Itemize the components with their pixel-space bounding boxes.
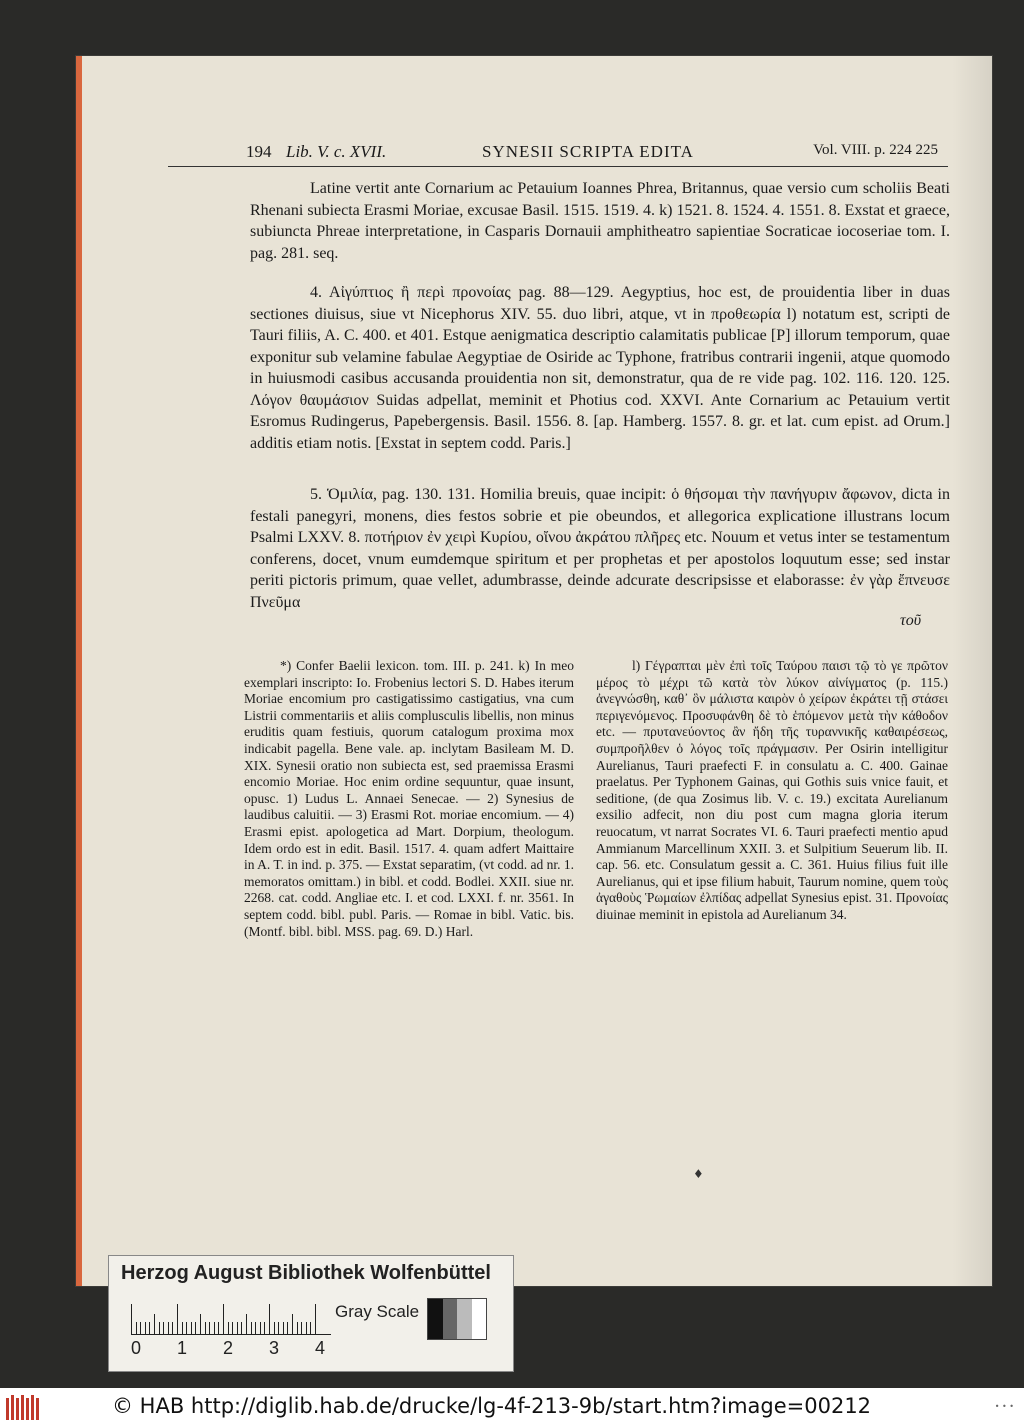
hab-logo-icon <box>4 1392 44 1424</box>
ruler-tick <box>297 1322 298 1334</box>
ornament-mark: ♦ <box>693 1167 704 1181</box>
footnote-text-right: l) Γέγραπται μὲν ἐπὶ τοῖς Ταύρου παισι τῷ τὸ γε πρῶτον μέρος τὸ μέχρι τῶ κατὰ τὸν λύκον αἰνίγματος (p. 115.) ἀνεγνώσθη, καθ᾽ ὃν μάλιστα καιρὸν ὁ χείρων ἐκράτει τῇ στάσει περιγενόμενος. Προσυφάνθη δὲ τὸ ἑπόμενον μετὰ τὴν κάθοδον etc. — πρυτανεύοντος ἂν ἤδη τῆς τυραννικῆς καθαιρέσεως, συμπροῆλθεν ὁ λόγος τοῖς πράγμασιν. Per Osirin intelligitur Aurelianus, Tauri praefecti F. in consulatu a. C. 400. Gainae praelatus. Per Typhonem Gainas, qui Gothis suis vnice fauit, et seditione, (de qua Zosimus lib. V. c. 19.) excitata Aurelianum exsilio adfecit, non diu post cum magna gloria iterum reuocatum, vt narrat Socrates VI. 6. Tauri praefecti mentio apud Ammianum Marcellinum XXII. 3. et Sulpitium Seuerum lib. II. cap. 56. etc. Consulatum gessit a. C. 361. Huius filius fuit ille Aurelianus, qui et ipse filium habuit, Taurum nomine, quem τοὺς ἀγαθοὺς Ῥωμαίων ἐλπίδας adpellat Synesius epist. 31. Προνοίας diuinae meminit in epistola ad Aurelianum 34. <box>596 658 948 922</box>
ruler-tick <box>163 1322 164 1334</box>
ruler-tick <box>260 1322 261 1334</box>
ruler-tick <box>145 1322 146 1334</box>
ruler-tick <box>251 1322 252 1334</box>
ruler-number: 3 <box>269 1338 280 1358</box>
gray-scale-swatch <box>427 1298 487 1340</box>
ruler-tick <box>172 1322 173 1334</box>
library-name: Herzog August Bibliothek Wolfenbüttel <box>121 1262 491 1284</box>
ruler-tick <box>237 1322 238 1334</box>
ruler-number: 2 <box>223 1338 234 1358</box>
ruler-tick <box>200 1314 201 1334</box>
ruler-tick <box>269 1304 270 1334</box>
ruler-tick <box>292 1314 293 1334</box>
catchword: τοῦ <box>900 612 922 629</box>
cm-ruler <box>131 1300 331 1335</box>
ruler-tick <box>283 1322 284 1334</box>
ruler-tick <box>214 1322 215 1334</box>
footnote-text-left: *) Confer Baelii lexicon. tom. III. p. 241. k) In meo exemplari inscripto: Io. Frobenius lectori S. D. Habes iterum Moriae encomium pro castigatissimo castigatius, vna cum Listrii commentariis et aliis complusculis libellis, non minus eruditis quam festiuis, quorum catalogum proxima mox indicabit pagella. Bene vale. ap. inclytam Basileam M. D. XIX. Synesii oratio non subiecta est, sed praemissa Erasmi encomio Moriae. Hoc enim ordine sequuntur, quae insunt, opusc. 1) Ludus L. Annaei Senecae. — 2) Synesius de laudibus caluitii. — 3) Erasmi Rot. moriae encomium. — 4) Erasmi epist. apologetica ad Mart. Dorpium, theologum. Idem ordo est in edit. Basil. 1517. 4. quam adfert Maittaire in A. T. in ind. p. 375. — Exstat separatim, (vt codd. ad nr. 1. memoratos omittam.) in bibl. et codd. Bodlei. XXII. siue nr. 2268. cat. codd. Angliae etc. I. et cod. LXXI. f. nr. 3561. In septem codd. bibl. publ. Paris. — Romae in bibl. Vatic. bis. (Montf. bibl. bibl. MSS. pag. 69. D.) Harl. <box>244 658 574 939</box>
running-header <box>168 140 948 167</box>
volume-reference: Vol. VIII. p. 224 225 <box>813 142 938 158</box>
viewer-footer <box>0 1388 1024 1428</box>
ruler-tick <box>191 1322 192 1334</box>
ruler-number: 1 <box>177 1338 188 1358</box>
footnotes-left <box>244 658 574 940</box>
ruler-tick <box>287 1322 288 1334</box>
ruler-tick <box>149 1322 150 1334</box>
source-url: © HAB http://diglib.hab.de/drucke/lg-4f-213-9b/start.htm?image=00212 <box>112 1394 872 1418</box>
footnotes-right <box>596 658 948 924</box>
paragraph-3: 5. Ὁμιλία, pag. 130. 131. Homilia breuis, quae incipit: ὁ θήσομαι τὴν πανήγυριν ἄφωνον, dicta in festali panegyri, monens, dies festos sobrie et pie obeundos, et allegorica explicatione illustrans locum Psalmi LXXV. 8. ποτήριον ἐν χειρὶ Κυρίου, οἴνου ἀκράτου πλῆρες etc. Nouum et vetus inter se testamentum conferens, docet, vnum eumdemque spiritum et per prophetas et per apostolos loquutum esse; sed instar periti pictoris primum, quae vellet, adumbrasse, deinde adcurate descripsisse et elaborasse: ἐν γὰρ ἔπνευσε Πνεῦμα <box>250 486 950 611</box>
ruler-tick <box>209 1322 210 1334</box>
ruler-tick <box>182 1322 183 1334</box>
footer-dots: • • • <box>994 1402 1014 1411</box>
ruler-tick <box>315 1304 316 1334</box>
ruler-tick <box>154 1314 155 1334</box>
ruler-number: 0 <box>131 1338 142 1358</box>
ruler-tick <box>306 1322 307 1334</box>
ruler-tick <box>255 1322 256 1334</box>
ruler-tick <box>246 1314 247 1334</box>
ruler-tick <box>264 1322 265 1334</box>
ruler-tick <box>274 1322 275 1334</box>
gray-scale-label: Gray Scale <box>335 1302 420 1321</box>
ruler-tick <box>228 1322 229 1334</box>
page-shade <box>952 56 992 1286</box>
ruler-number: 4 <box>315 1338 326 1358</box>
ruler-tick <box>278 1322 279 1334</box>
ruler-tick <box>241 1322 242 1334</box>
page-number: 194 <box>246 142 272 161</box>
ruler-tick <box>310 1322 311 1334</box>
ruler-tick <box>177 1304 178 1334</box>
ruler-tick <box>301 1322 302 1334</box>
ruler-tick <box>131 1304 132 1334</box>
library-scale-card <box>108 1255 514 1372</box>
ruler-tick <box>218 1322 219 1334</box>
ruler-tick <box>232 1322 233 1334</box>
running-title: SYNESII SCRIPTA EDITA <box>482 142 694 161</box>
ruler-tick <box>223 1304 224 1334</box>
ruler-tick <box>159 1322 160 1334</box>
paragraph-2: 4. Αἰγύπτιος ἢ περὶ προνοίας pag. 88—129. Aegyptius, hoc est, de prouidentia liber in duas sectiones diuisus, siue vt Nicephorus XIV. 55. duo libri, atque, vt in προθεωρία l) notatum est, scripti de Tauri filiis, A. C. 400. et 401. Estque aenigmatica descriptio calamitatis publicae [P] illorum temporum, quae exponitur sub velamine fabulae Aegyptiae de Osiride ac Typhone, fratribus contrarii ingenii, atque quomodo in huiusmodi casibus accusanda prouidentia non sit, demonstratur, qua de re vide pag. 102. 116. 120. 125. Λόγον θαυμάσιον Suidas adpellat, meminit et Photius cod. XXVI. Ante Cornarium ac Petauium vertit Esromus Rudingerus, Papebergensis. Basil. 1556. 8. [ap. Hamberg. 1557. 8. gr. et lat. cum epist. ad Orum.] additis etiam notis. [Exstat in septem codd. Paris.] <box>250 284 950 452</box>
paragraph-1: Latine vertit ante Cornarium ac Petauium Ioannes Phrea, Britannus, quae versio cum scholiis Beati Rhenani subiecta Erasmi Moriae, excusae Basil. 1515. 1519. 4. k) 1521. 8. 1524. 4. 1551. 8. Exstat et graece, subiuncta Phreae interpretatione, in Casparis Dornauii amphitheatro sapientiae Socraticae iocoseriae tom. I. pag. 281. seq. <box>250 180 950 262</box>
ruler-tick <box>186 1322 187 1334</box>
ruler-tick <box>140 1322 141 1334</box>
ruler-tick <box>136 1322 137 1334</box>
chapter-reference: Lib. V. c. XVII. <box>286 142 387 161</box>
ruler-tick <box>205 1322 206 1334</box>
ruler-tick <box>195 1322 196 1334</box>
ruler-tick <box>168 1322 169 1334</box>
